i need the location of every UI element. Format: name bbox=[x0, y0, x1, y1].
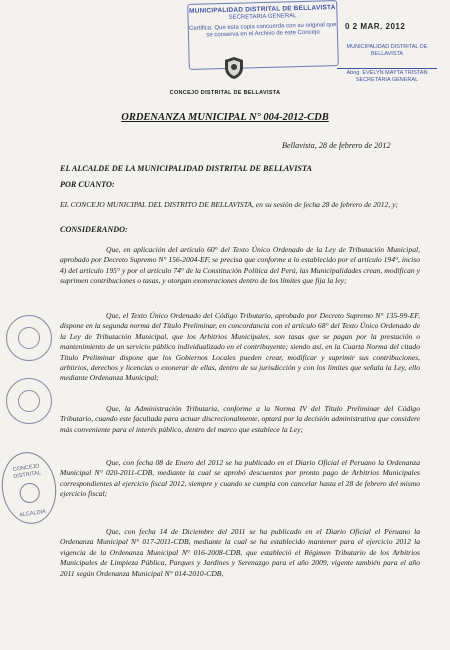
coat-of-arms-icon bbox=[222, 56, 246, 80]
seal-emblem-icon bbox=[18, 390, 40, 412]
considerando-paragraph-1 bbox=[60, 245, 420, 287]
session-paragraph: EL CONCEJO MUNICIPAL DEL DISTRITO DE BELLAVISTA, en su sesión de fecha 28 de febrero de 2012, y; bbox=[60, 200, 399, 209]
signature-line bbox=[337, 68, 437, 69]
stamp-institution: MUNICIPALIDAD DISTRITAL DE BELLAVISTA bbox=[188, 4, 336, 15]
considerando-paragraph-2 bbox=[60, 311, 420, 384]
considerando-paragraph-5 bbox=[60, 527, 420, 579]
margin-seal bbox=[6, 315, 52, 361]
paragraph-text: Que, con fecha 08 de Enero del 2012 se ha publicado en el Diario Oficial el Peruano la Ordenanza Municipal N° 020-2011-CDB, mediante la cual se aprobó descuentos por pronto pago de Arbitrios Municipales correspondientes al ejercicio fiscal 2012, siempre y cuando se cumpla con cancelar hasta el 28 de febrero del mismo ejercicio fiscal; bbox=[60, 458, 420, 499]
place-and-date: Bellavista, 28 de febrero de 2012 bbox=[282, 141, 391, 150]
por-cuanto-heading: POR CUANTO: bbox=[60, 180, 115, 189]
received-date-stamp: 0 2 MAR. 2012 bbox=[345, 22, 406, 31]
paragraph-text: Que, el Texto Único Ordenado del Código Tributario, aprobado por Decreto Supremo N° 135-99-EF, dispone en la segunda norma del Título Preliminar, en concordancia con el artículo 68° del Texto Único Ordenado de la Ley de Tributación Municipal, que los Arbitrios Municipales, son tasas que se pagan por la prestación o mantenimiento de un servicio público individualizado en el contribuyente; siendo así, en la Cuarta Norma del citado Título Preliminar dispone que los Gobiernos Locales pueden crear, modificar y suprimir sus contribuciones, arbitrios, derechos y licencias o exonerar de ellas, dentro de su jurisdicción y con los límites que señala la Ley, ello mediante Ordenanza Municipal; bbox=[60, 311, 420, 383]
considerando-paragraph-4 bbox=[60, 458, 420, 500]
secretary-institution: MUNICIPALIDAD DISTRITAL DE BELLAVISTA bbox=[346, 44, 428, 57]
seal-text: CONCEJO DISTRITAL bbox=[12, 463, 42, 481]
secretary-role: SECRETARIA GENERAL bbox=[355, 77, 419, 83]
secretary-stamp bbox=[331, 44, 443, 84]
council-seal bbox=[0, 449, 61, 528]
council-heading: CONCEJO DISTRITAL DE BELLAVISTA bbox=[169, 90, 281, 96]
mayor-heading: EL ALCALDE DE LA MUNICIPALIDAD DISTRITAL DE BELLAVISTA bbox=[60, 164, 312, 173]
paragraph-text: Que, la Administración Tributaria, conforme a la Norma IV del Título Preliminar del Código Tributario, cuando este facultada para actuar discrecionalmente, optará por la decisión administrativa que considere más conveniente para el interés público, dentro del marco que establece la Ley; bbox=[60, 404, 420, 434]
secretary-name: Abog. EVELYN MAYTA TRISTAN bbox=[346, 70, 428, 76]
paragraph-text: Que, en aplicación del artículo 60° del Texto Único Ordenado de la Ley de Tributación Municipal, aprobado por Decreto Supremo N° 156-2004-EF, se precisa que conforme a lo establecido por el artículo 194°, inciso 4) del artículo 195° y por el artículo 74° de la Constitución Política del Perú, las Municipalidades crean, modifican y suprimen contribuciones o tasas, y otorgan exoneraciones dentro de los límites que fija la ley; bbox=[60, 245, 420, 286]
margin-seal bbox=[6, 378, 52, 424]
ordinance-title: ORDENANZA MUNICIPAL N° 004-2012-CDB bbox=[121, 112, 329, 123]
stamp-office: SECRETARIA GENERAL bbox=[228, 13, 297, 21]
seal-bottom-text: ALCALDIA bbox=[19, 508, 47, 519]
seal-emblem-icon bbox=[18, 482, 41, 505]
paragraph-text: Que, con fecha 14 de Diciembre del 2011 se ha publicado en el Diario Oficial el Peruano la Ordenanza Municipal N° 017-2011-CDB, mediante la cual se ha establecido mantener para el ejercicio 2012 la vigencia de la Ordenanza Municipal N° 016-2008-CDB, que estableció el Régimen Tributario de los Arbitrios Municipales de Limpieza Pública, Parques y Jardines y Serenazgo para el año 2009, vigente también para el año 2011 según Ordenanza Municipal N° 014-2010-CDB, bbox=[60, 527, 420, 578]
considerando-heading: CONSIDERANDO: bbox=[60, 225, 128, 234]
seal-emblem-icon bbox=[18, 327, 40, 349]
stamp-certification-text: Certifica: Que esta copia concuerda con su original que se conserva en el Archivo de este Concejo bbox=[189, 22, 337, 39]
considerando-paragraph-3 bbox=[60, 404, 420, 435]
certification-stamp bbox=[187, 0, 339, 70]
